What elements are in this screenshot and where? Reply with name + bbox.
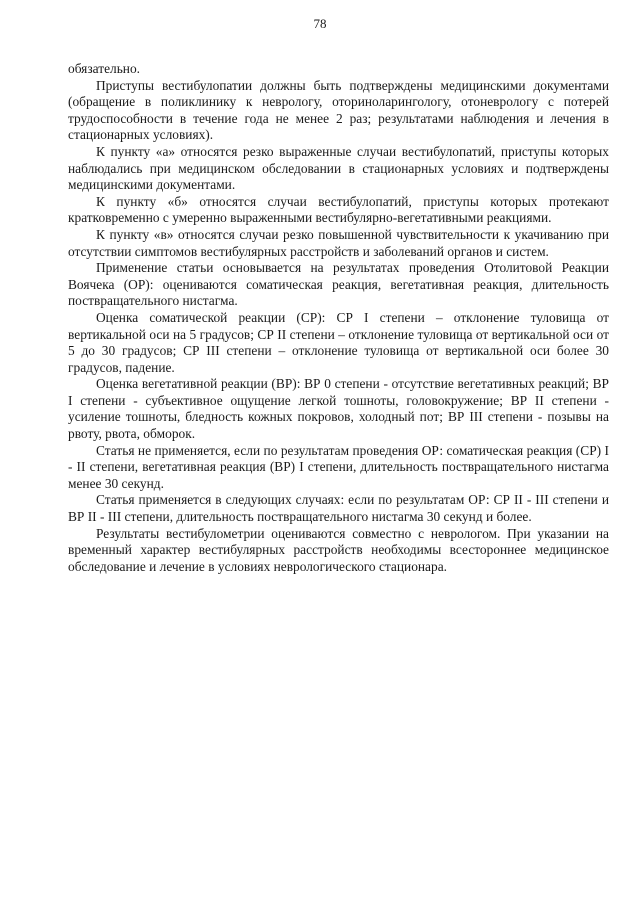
paragraph-vestibulopathy-confirmation: Приступы вестибулопатии должны быть подтверждены медицинскими документами (обращение в поликлинику к неврологу, оториноларингологу, отоневрологу с потерей трудоспособности в течение года не менее 2 раз; результатами наблюдения и лечения в стационарных условиях).: [68, 77, 609, 143]
paragraph-item-b: К пункту «б» относятся случаи вестибулопатий, приступы которых протекают кратковременно с умеренно выраженными вестибулярно-вегетативными реакциями.: [68, 193, 609, 226]
paragraph-vegetative-reaction: Оценка вегетативной реакции (ВР): ВР 0 степени - отсутствие вегетативных реакций; ВР I степени - субъективное ощущение легкой тошноты, головокружение; ВР II степени - усиление тошноты, бледность кожных покровов, холодный пот; ВР III степени - позывы на рвоту, рвота, обморок.: [68, 376, 609, 442]
paragraph-vestibulometry-results: Результаты вестибулометрии оцениваются совместно с неврологом. При указании на временный характер вестибулярных расстройств необходимы всестороннее медицинское обследование и лечение в условиях неврологического стационара.: [68, 525, 609, 574]
document-body: [68, 61, 609, 575]
paragraph-somatic-reaction: Оценка соматической реакции (СР): СР I степени – отклонение туловища от вертикальной оси на 5 градусов; СР II степени – отклонение туловища от вертикальной оси от 5 до 30 градусов; СР III степени – отклонение туловища от вертикальной оси более 30 градусов, падение.: [68, 309, 609, 375]
paragraph-applicable: Статья применяется в следующих случаях: если по результатам ОР: СР II - III степени и ВР II - III степени, длительность поствращательного нистагма 30 секунд и более.: [68, 492, 609, 525]
paragraph-continuation: обязательно.: [68, 61, 141, 76]
paragraph-otolith-reaction: Применение статьи основывается на результатах проведения Отолитовой Реакции Воячека (ОР): оцениваются соматическая реакция, вегетативная реакция, длительность поствращательного нистагма.: [68, 260, 609, 309]
paragraph-item-a: К пункту «а» относятся резко выраженные случаи вестибулопатий, приступы которых наблюдались при медицинском обследовании в стационарных условиях и подтверждены медицинскими документами.: [68, 143, 609, 193]
page-number: 78: [313, 16, 327, 31]
paragraph-not-applicable: Статья не применяется, если по результатам проведения ОР: соматическая реакция (СР) I - II степени, вегетативная реакция (ВР) I степени, длительность поствращательного нистагма менее 30 секунд.: [68, 442, 609, 491]
paragraph-item-v: К пункту «в» относятся случаи резко повышенной чувствительности к укачиванию при отсутствии симптомов вестибулярных расстройств и заболеваний органов и систем.: [68, 226, 609, 259]
